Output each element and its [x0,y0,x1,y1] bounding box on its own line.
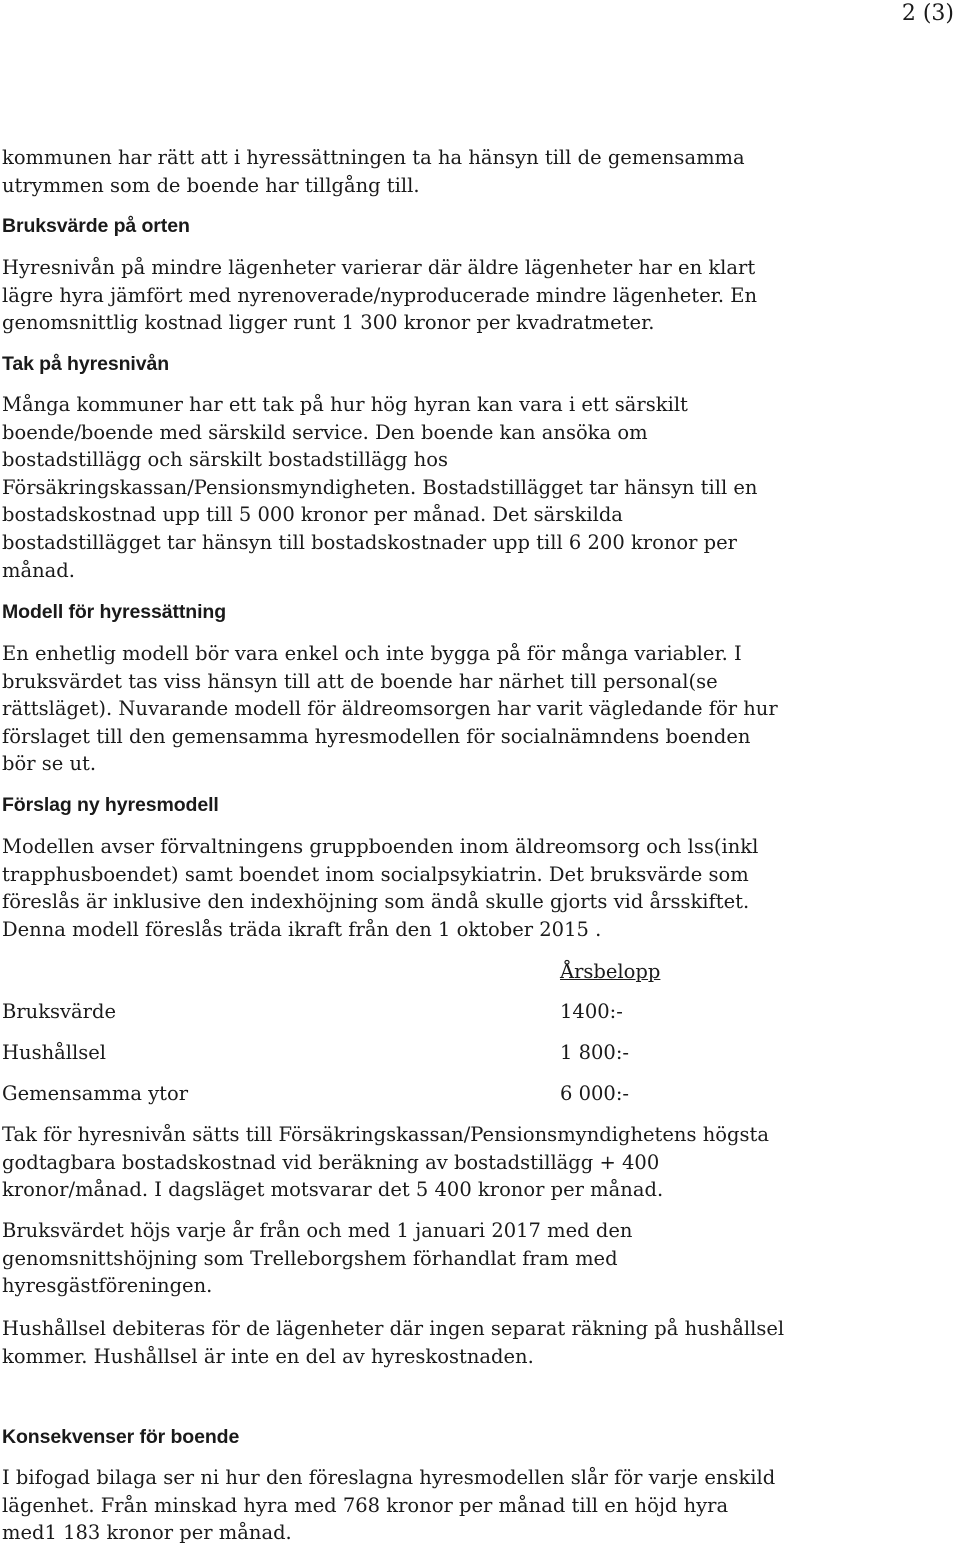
section-konsekvenser [2,1424,952,1452]
table-row [2,1080,702,1108]
text-line: bruksvärdet tas viss hänsyn till att de boende har närhet till personal(se [2,669,718,693]
fee-table-header-row [2,958,702,986]
section-forslag [2,792,952,820]
text-line: förslaget till den gemensamma hyresmodellen för socialnämndens boenden [2,724,751,748]
row-value: 6 000:- [560,1082,629,1105]
text-line: utrymmen som de boende har tillgång till. [2,173,420,197]
text-line: Denna modell föreslås träda ikraft från den 1 oktober 2015 . [2,917,602,941]
section-heading: Modell för hyressättning [2,601,227,623]
konsekvenser-paragraph [2,1464,952,1547]
text-line: En enhetlig modell bör vara enkel och inte bygga på för många variabler. I [2,642,742,665]
section-heading: Bruksvärde på orten [2,215,190,237]
hushallsel-paragraph [2,1315,952,1370]
row-label: Gemensamma ytor [2,1082,189,1105]
text-line: föreslås är inklusive den indexhöjning som ändå skulle gjorts vid årsskiftet. [2,890,750,914]
section-bruksvarde [2,213,952,241]
column-header-arsbelopp: Årsbelopp [560,960,661,983]
text-line: bör se ut. [2,752,97,776]
text-line: kronor/månad. I dagsläget motsvarar det 5 400 kronor per månad. [2,1178,664,1202]
row-value: 1400:- [560,1000,623,1023]
text-line: kommer. Hushållsel är inte en del av hyreskostnaden. [2,1344,534,1368]
text-line: bostadstillägget tar hänsyn till bostadskostnader upp till 6 200 kronor per [2,530,737,554]
tak-paragraph [2,391,952,584]
text-line: I bifogad bilaga ser ni hur den föreslagna hyresmodellen slår för varje enskild [2,1466,776,1489]
table-row [2,998,702,1026]
text-line: bostadstillägg och särskilt bostadstillägg hos [2,448,449,472]
hojning-paragraph [2,1217,952,1300]
table-row [2,1039,702,1067]
section-heading: Konsekvenser för boende [2,1426,240,1448]
row-label: Hushållsel [2,1041,107,1064]
text-line: Modellen avser förvaltningens gruppboenden inom äldreomsorg och lss(inkl [2,835,759,858]
page-number: 2 (3) [901,1,954,26]
text-line: lägre hyra jämfört med nyrenoverade/nyproducerade mindre lägenheter. En [2,283,758,307]
intro-paragraph [2,144,952,199]
row-value: 1 800:- [560,1041,629,1064]
text-line: Tak för hyresnivån sätts till Försäkringskassan/Pensionsmyndighetens högsta [2,1123,769,1146]
text-line: Många kommuner har ett tak på hur hög hyran kan vara i ett särskilt [2,393,688,416]
text-line: kommunen har rätt att i hyressättningen ta ha hänsyn till de gemensamma [2,146,745,169]
text-line: trapphusboendet) samt boendet inom socialpsykiatrin. Det bruksvärde som [2,862,749,886]
text-line: lägenhet. Från minskad hyra med 768 kronor per månad till en höjd hyra [2,1493,729,1517]
text-line: boende/boende med särskild service. Den boende kan ansöka om [2,420,648,444]
row-label: Bruksvärde [2,1000,117,1023]
fee-table [2,958,702,1108]
text-line: Hyresnivån på mindre lägenheter varierar där äldre lägenheter har en klart [2,256,756,279]
text-line: hyresgästföreningen. [2,1274,213,1298]
forslag-paragraph [2,833,952,943]
section-heading: Förslag ny hyresmodell [2,794,219,816]
text-line: godtagbara bostadskostnad vid beräkning av bostadstillägg + 400 [2,1150,660,1174]
text-line: månad. [2,558,75,582]
text-line: genomsnittshöjning som Trelleborgshem förhandlat fram med [2,1246,618,1270]
text-line: genomsnittlig kostnad ligger runt 1 300 kronor per kvadratmeter. [2,311,655,335]
text-line: bostadskostnad upp till 5 000 kronor per månad. Det särskilda [2,503,623,527]
modell-paragraph [2,640,952,778]
text-line: rättsläget). Nuvarande modell för äldreomsorgen har varit vägledande för hur [2,697,778,721]
text-line: Bruksvärdet höjs varje år från och med 1 januari 2017 med den [2,1219,633,1242]
bruksvarde-paragraph [2,254,952,337]
text-line: med1 183 kronor per månad. [2,1521,292,1545]
section-modell [2,599,952,627]
text-line: Hushållsel debiteras för de lägenheter där ingen separat räkning på hushållsel [2,1317,785,1340]
section-tak [2,351,952,379]
section-heading: Tak på hyresnivån [2,353,170,375]
tak-info-paragraph [2,1121,952,1204]
text-line: Försäkringskassan/Pensionsmyndigheten. Bostadstillägget tar hänsyn till en [2,475,758,499]
